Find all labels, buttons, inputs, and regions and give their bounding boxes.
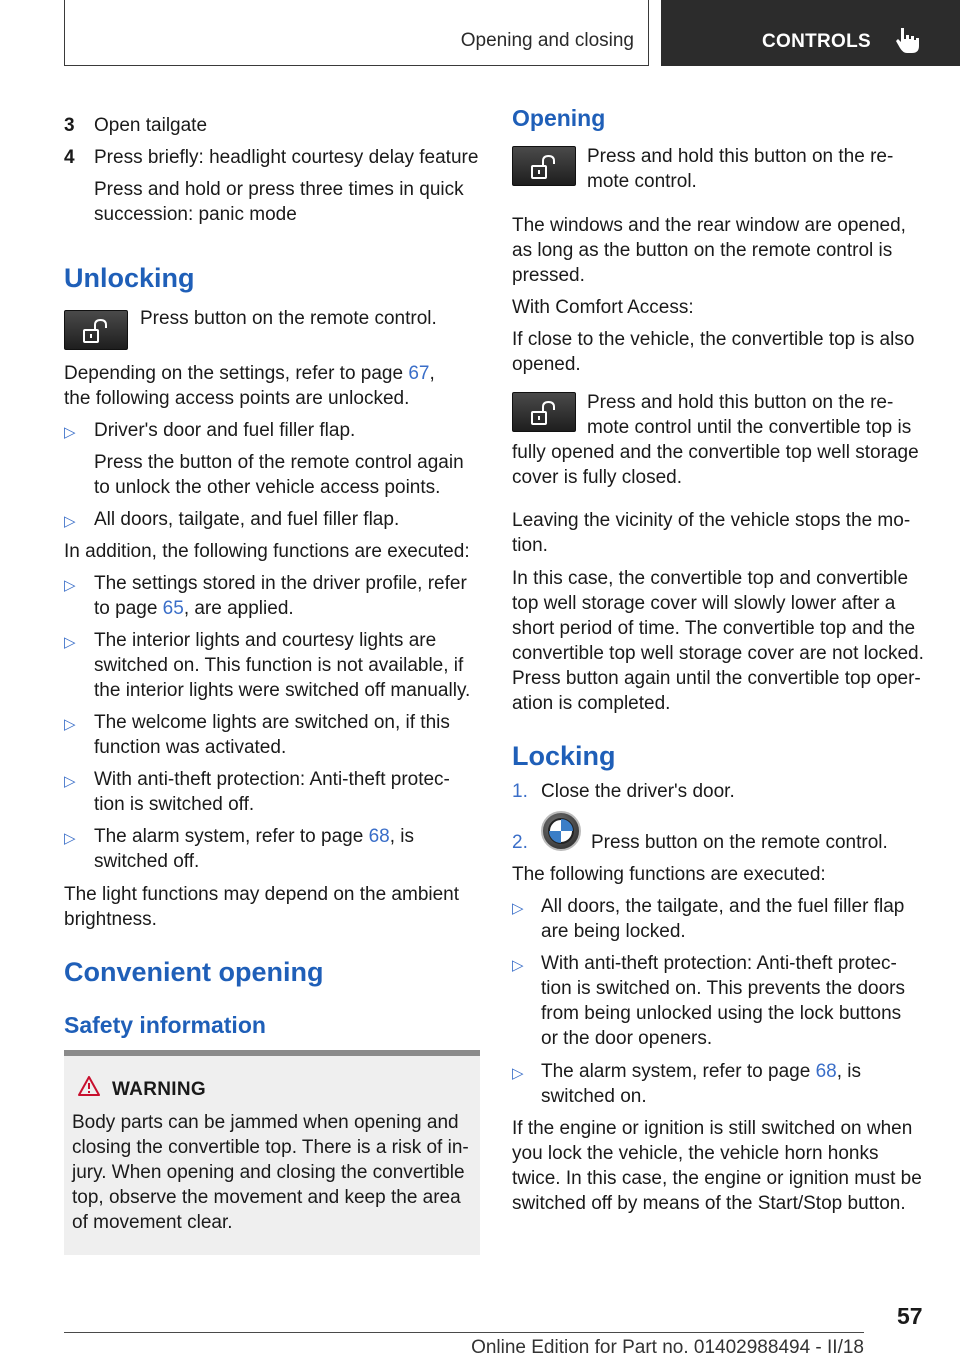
engine-note-3: twice. In this case, the engine or ignition must be: [512, 1168, 922, 1189]
profile-text: to page: [94, 598, 163, 619]
alarm-text: The alarm system, refer to page: [94, 826, 369, 847]
in-this-case-4: convertible top well storage cover are not locked.: [512, 643, 924, 664]
page-link-65[interactable]: 65: [162, 598, 184, 619]
depending-text: Depending on the settings, refer to page: [64, 363, 409, 384]
bullet-triangle-icon: ▷: [512, 957, 524, 974]
warning-text-1: Body parts can be jammed when opening and: [72, 1112, 459, 1133]
lock-bullet-doors-1: All doors, the tailgate, and the fuel filler flap: [541, 896, 905, 917]
bmw-logo-button-icon: [541, 811, 581, 851]
bullet-triangle-icon: ▷: [64, 773, 76, 790]
list-text-open-tailgate: Open tailgate: [94, 115, 208, 136]
bullet-triangle-icon: ▷: [512, 1065, 524, 1082]
lock-bullet-alarm-2: switched on.: [541, 1086, 647, 1107]
light-note-2: brightness.: [64, 909, 157, 930]
step-number-2: 2.: [512, 832, 528, 853]
leaving-line1: Leaving the vicinity of the vehicle stops the mo-: [512, 510, 911, 531]
list-text-headlight: Press briefly: headlight courtesy delay feature: [94, 147, 479, 168]
bullet-triangle-icon: ▷: [512, 900, 524, 917]
press-hold-2-line2: mote control until the convertible top is: [587, 417, 912, 438]
windows-line1: The windows and the rear window are opened,: [512, 215, 906, 236]
bullet-profile-1: The settings stored in the driver profile, refer: [94, 573, 467, 594]
engine-note-4: switched off by means of the Start/Stop button.: [512, 1193, 906, 1214]
bullet-antitheft-2: tion is switched off.: [94, 794, 255, 815]
in-addition-text: In addition, the following functions are executed:: [64, 541, 470, 562]
warning-triangle-icon: [78, 1076, 100, 1096]
press-hold-2-line4: cover is fully closed.: [512, 467, 683, 488]
windows-line3: pressed.: [512, 265, 585, 286]
bullet-alarm-1: [94, 824, 414, 850]
step-2-text: Press button on the remote control.: [591, 832, 888, 853]
engine-note-1: If the engine or ignition is still switched on when: [512, 1118, 913, 1139]
unlock-depending-line2: the following access points are unlocked.: [64, 388, 410, 409]
bullet-triangle-icon: ▷: [64, 577, 76, 594]
bmw-roundel-icon: [543, 813, 579, 849]
lock-bullet-antitheft-4: or the door openers.: [541, 1028, 713, 1049]
lock-alarm-text-end: , is: [836, 1061, 861, 1082]
lock-bullet-antitheft-3: from being unlocked using the lock buttons: [541, 1003, 902, 1024]
close-to-line2: opened.: [512, 354, 581, 375]
leaving-line2: tion.: [512, 535, 548, 556]
warning-text-3: jury. When opening and closing the convertible: [72, 1162, 465, 1183]
profile-text-end: , are applied.: [183, 598, 294, 619]
bullet-profile-2: [94, 596, 294, 622]
warning-label: WARNING: [112, 1079, 206, 1100]
bullet-triangle-icon: ▷: [64, 830, 76, 847]
unlock-button-image: [64, 310, 128, 350]
bullet-alarm-2: switched off.: [94, 851, 200, 872]
page-link-68[interactable]: 68: [368, 826, 390, 847]
press-hold-1-line1: Press and hold this button on the re-: [587, 146, 894, 167]
warning-text-2: closing the convertible top. There is a risk of in-: [72, 1137, 469, 1158]
header-chapter-box: [661, 0, 960, 66]
in-this-case-5: Press button again until the convertible top oper-: [512, 668, 921, 689]
list-number-4: 4: [64, 147, 75, 168]
lock-alarm-text: The alarm system, refer to page: [541, 1061, 816, 1082]
bullet-interior-3: the interior lights were switched off manually.: [94, 680, 471, 701]
depending-comma: ,: [429, 363, 435, 384]
list-text-panic-2: succession: panic mode: [94, 204, 297, 225]
heading-opening: Opening: [512, 105, 606, 131]
bullet-welcome-1: The welcome lights are switched on, if this: [94, 712, 450, 733]
lock-bullet-antitheft-2: tion is switched on. This prevents the doors: [541, 978, 906, 999]
unlock-icon: [531, 401, 559, 425]
windows-line2: as long as the button on the remote control is: [512, 240, 893, 261]
page-link-67[interactable]: 67: [408, 363, 430, 384]
lock-bullet-alarm-1: [541, 1059, 861, 1085]
header-chapter-title: CONTROLS: [762, 31, 872, 52]
footer-divider: [64, 1332, 864, 1333]
list-number-3: 3: [64, 115, 75, 136]
footer-edition: Online Edition for Part no. 01402988494 - II/18: [471, 1337, 864, 1358]
unlock-icon: [531, 155, 559, 179]
list-text-panic-1: Press and hold or press three times in quick: [94, 179, 464, 200]
heading-unlocking: Unlocking: [64, 263, 195, 293]
in-this-case-1: In this case, the convertible top and convertible: [512, 568, 909, 589]
in-this-case-6: ation is completed.: [512, 693, 671, 714]
bullet-drivers-door: Driver's door and fuel filler flap.: [94, 420, 356, 441]
warning-text-5: of movement clear.: [72, 1212, 233, 1233]
bullet-interior-1: The interior lights and courtesy lights are: [94, 630, 437, 651]
unlock-icon: [83, 319, 111, 343]
alarm-text-end: , is: [389, 826, 414, 847]
heading-locking: Locking: [512, 741, 616, 771]
unlock-button-text: Press button on the remote control.: [140, 308, 437, 329]
step-number-1: 1.: [512, 781, 528, 802]
page-link-68-lock[interactable]: 68: [815, 1061, 837, 1082]
bullet-triangle-icon: ▷: [64, 513, 76, 530]
heading-safety-information: Safety information: [64, 1012, 266, 1038]
press-hold-2-line1: Press and hold this button on the re-: [587, 392, 894, 413]
heading-convenient-opening: Convenient opening: [64, 957, 324, 987]
close-to-line1: If close to the vehicle, the convertible top is also: [512, 329, 915, 350]
warning-text-4: top, observe the movement and keep the area: [72, 1187, 461, 1208]
lock-bullet-doors-2: are being locked.: [541, 921, 686, 942]
in-this-case-2: top well storage cover will slowly lower after a: [512, 593, 896, 614]
bullet-all-doors: All doors, tailgate, and fuel filler flap.: [94, 509, 400, 530]
engine-note-2: you lock the vehicle, the vehicle horn honks: [512, 1143, 879, 1164]
open-button-image-1: [512, 146, 576, 186]
bullet-drivers-door-extra-2: to unlock the other vehicle access points.: [94, 477, 441, 498]
bullet-triangle-icon: ▷: [64, 424, 76, 441]
bullet-drivers-door-extra-1: Press the button of the remote control again: [94, 452, 464, 473]
header-section-box: [64, 0, 649, 66]
press-hold-2-line3: fully opened and the convertible top well storage: [512, 442, 919, 463]
step-1-text: Close the driver's door.: [541, 781, 735, 802]
bullet-antitheft-1: With anti-theft protection: Anti-theft protec-: [94, 769, 450, 790]
in-this-case-3: short period of time. The convertible top and the: [512, 618, 916, 639]
bullet-welcome-2: function was activated.: [94, 737, 287, 758]
hand-pointer-icon: [895, 26, 921, 54]
header-section-title: Opening and closing: [460, 30, 634, 51]
unlock-depending-line1: [64, 361, 435, 387]
bullet-triangle-icon: ▷: [64, 716, 76, 733]
lock-bullet-antitheft-1: With anti-theft protection: Anti-theft protec-: [541, 953, 897, 974]
bullet-triangle-icon: ▷: [64, 634, 76, 651]
following-functions-text: The following functions are executed:: [512, 864, 826, 885]
light-note-1: The light functions may depend on the ambient: [64, 884, 460, 905]
page-number: 57: [897, 1303, 923, 1329]
open-button-image-2: [512, 392, 576, 432]
bullet-interior-2: switched on. This function is not available, if: [94, 655, 464, 676]
comfort-access-text: With Comfort Access:: [512, 297, 694, 318]
press-hold-1-line2: mote control.: [587, 171, 697, 192]
